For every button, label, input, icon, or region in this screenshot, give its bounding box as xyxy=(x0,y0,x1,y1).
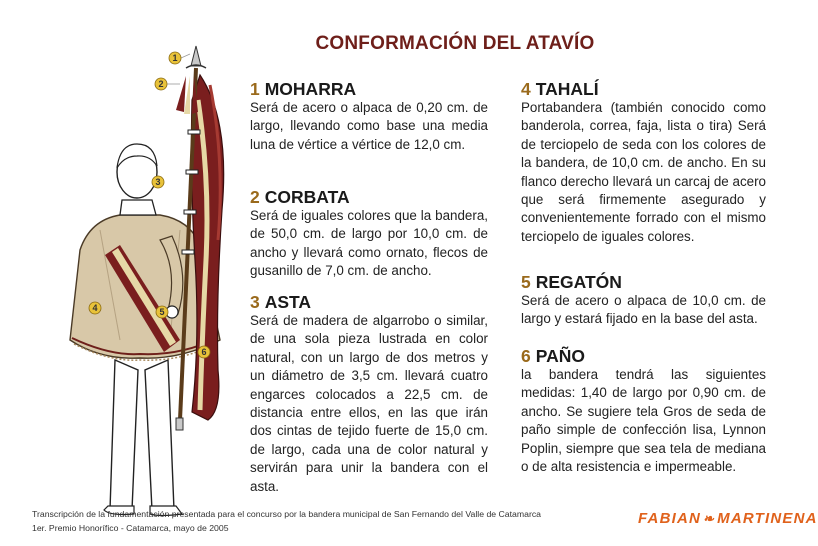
section-title: CORBATA xyxy=(264,187,350,207)
section-text: Será de iguales colores que la bandera, de 50,0 cm. de largo por 10,0 cm. de ancho y llevará como ornato, flecos de gusanillo de 7,0 cm. de ancho. xyxy=(250,208,488,279)
section-title: MOHARRA xyxy=(264,79,357,99)
section-text: Portabandera (también conocido como banderola, correa, faja, lista o tira) Será de terciopelo de seda con los colores de la bandera, de 10,0 cm. de ancho. En su flanco derecho llevará un carcaj de acero que será firmemente asegurado y convenientemente forrado con el mismo terciopelo de iguales colores. xyxy=(521,100,766,244)
marker-5 xyxy=(156,306,168,318)
section-number: 1 xyxy=(250,79,260,99)
marker-6 xyxy=(198,346,210,358)
section-tahali xyxy=(521,79,766,246)
section-heading xyxy=(250,187,488,207)
svg-text:4: 4 xyxy=(92,303,98,313)
footer-award: 1er. Premio Honorífico - Catamarca, mayo de 2005 xyxy=(32,523,229,533)
section-number: 6 xyxy=(521,346,531,366)
page-title: CONFORMACIÓN DEL ATAVÍO xyxy=(315,33,595,54)
marker-4 xyxy=(89,302,101,314)
section-regaton xyxy=(521,272,766,329)
section-number: 2 xyxy=(250,187,260,207)
svg-text:2: 2 xyxy=(158,79,164,89)
section-text: Será de acero o alpaca de 10,0 cm. de largo y estará fijado en la base del asta. xyxy=(521,293,766,327)
section-text: Será de acero o alpaca de 0,20 cm. de largo, llevando como base una media luna de vértice a vértice de 12,0 cm. xyxy=(250,100,488,152)
section-heading xyxy=(250,292,488,312)
marker-2 xyxy=(155,78,180,90)
section-heading xyxy=(250,79,488,99)
flag-bearer-illustration xyxy=(60,40,250,520)
svg-text:6: 6 xyxy=(201,347,207,357)
section-title: TAHALÍ xyxy=(535,79,599,99)
section-text: la bandera tendrá las siguientes medidas: 1,40 de largo por 0,90 cm. de ancho. Se sugiere tela Gros de seda de paño simple de confección lisa, Lynnon Poplin, siempre que sea tela de mediana o de alta resistencia e impermeable. xyxy=(521,367,766,475)
ferrule-icon xyxy=(176,418,183,430)
section-pano xyxy=(521,346,766,476)
section-corbata xyxy=(250,187,488,281)
section-number: 4 xyxy=(521,79,531,99)
section-number: 5 xyxy=(521,272,531,292)
section-title: ASTA xyxy=(264,292,312,312)
flag-cloth xyxy=(191,75,223,420)
marker-3 xyxy=(152,176,164,188)
author-logo xyxy=(638,510,818,532)
spearhead-icon xyxy=(191,46,201,66)
section-heading xyxy=(521,79,766,99)
svg-text:5: 5 xyxy=(159,307,165,317)
logo-last-name: MARTINENA xyxy=(717,510,818,527)
section-heading xyxy=(521,346,766,366)
head xyxy=(117,144,157,215)
section-asta xyxy=(250,292,488,496)
logo-swirl-icon: ❧ xyxy=(703,511,716,526)
section-title: REGATÓN xyxy=(535,272,622,292)
section-number: 3 xyxy=(250,292,260,312)
section-heading xyxy=(521,272,766,292)
svg-text:1: 1 xyxy=(172,53,178,63)
logo-first-name: FABIAN xyxy=(638,510,702,527)
svg-text:3: 3 xyxy=(155,177,161,187)
section-title: PAÑO xyxy=(535,346,585,366)
footer-transcription: Transcripción de la fundamentación presentada para el concurso por la bandera municipal de San Fernando del Valle de Catamarca xyxy=(32,509,542,519)
legs xyxy=(104,360,182,516)
marker-1 xyxy=(169,52,190,64)
section-moharra xyxy=(250,79,488,154)
section-text: Será de madera de algarrobo o similar, de una sola pieza lustrada en color natural, con un largo de dos metros y un diámetro de 3,5 cm. llevará cuatro engarces colocados a 22,5 cm. de distancia entre ellos, en las que irán dos cintas de tejido fuerte de 15,0 cm. de largo, cada una de color natural y servirán para unir la bandera con el asta. xyxy=(250,313,488,494)
